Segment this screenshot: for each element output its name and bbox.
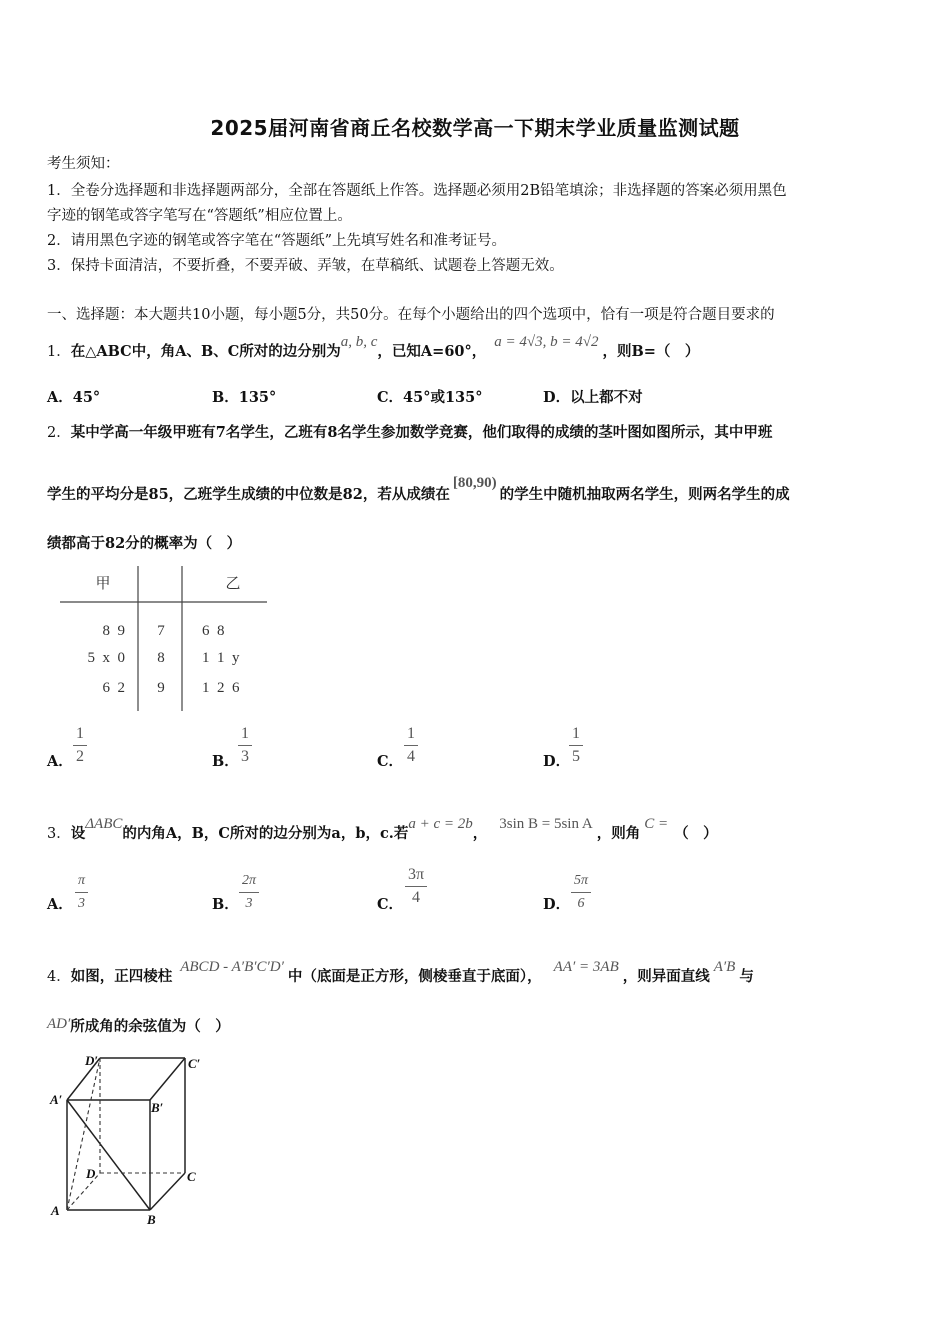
question-text: ，已知A=60°， (377, 343, 487, 360)
question-2-line-1 (47, 421, 772, 442)
math-expression: C = (644, 816, 669, 832)
math-expression: a, b, c (340, 334, 378, 350)
math-expression: a + c = 2b (408, 816, 473, 832)
question-text: 如图，正四棱柱 (70, 968, 173, 985)
math-expression: [80,90) (452, 475, 497, 491)
question-text: （ ） (674, 825, 718, 842)
left-leaves: 8 9 (102, 623, 125, 639)
question-text: 的内角A，B，C所对的边分别为a，b，c.若 (122, 825, 409, 842)
question-number: 3． (47, 826, 71, 842)
vertex-label: B (147, 1212, 156, 1227)
right-leaves: 6 8 (202, 623, 225, 639)
left-header: 甲 (95, 576, 111, 592)
question-number: 4． (47, 969, 71, 985)
q1-option-b[interactable]: B．135° (212, 389, 277, 406)
question-text: 所成角的余弦值为（ ） (70, 1018, 230, 1035)
question-2-line-2 (47, 475, 790, 504)
math-expression: AA′ = 3AB (553, 959, 619, 975)
q1-option-c[interactable]: C．45°或135° (377, 389, 483, 406)
question-text: ，则B=（ ） (602, 343, 700, 360)
notice-item-1: 1．全卷分选择题和非选择题两部分，全部在答题纸上作答。选择题必须用2B铅笔填涂；非选择题的答案必须用黑色 (47, 183, 787, 199)
vertex-label: A (51, 1203, 60, 1218)
q3-option-c-label[interactable]: C． (377, 896, 404, 913)
page-title: 2025届河南省商丘名校数学高一下期末学业质量监测试题 (210, 116, 740, 140)
question-text: ，则异面直线 (622, 968, 710, 985)
q3-option-b-fraction[interactable]: 2π 3 (239, 872, 259, 913)
q3-option-a-label[interactable]: A． (47, 896, 73, 913)
vertex-label: D (86, 1166, 96, 1181)
q2-option-d-fraction[interactable]: 1 5 (569, 725, 583, 766)
vertex-label: C′ (188, 1056, 201, 1071)
q2-option-b-fraction[interactable]: 1 3 (238, 725, 252, 766)
right-leaves: 1 2 6 (202, 680, 240, 696)
q2-option-a-fraction[interactable]: 1 2 (73, 725, 87, 766)
question-3 (47, 816, 718, 843)
notice-item-2: 2．请用黑色字迹的钢笔或答字笔在“答题纸”上先填写姓名和准考证号。 (47, 233, 507, 249)
math-expression: A′B (713, 959, 736, 975)
notice-item-1-cont: 字迹的钢笔或答字笔写在“答题纸”相应位置上。 (47, 208, 352, 224)
question-text: ， (472, 825, 488, 842)
q2-option-c-fraction[interactable]: 1 4 (404, 725, 418, 766)
stem: 8 (157, 650, 165, 666)
q3-option-c-fraction[interactable]: 3π 4 (405, 866, 427, 907)
question-text: 的学生中随机抽取两名学生，则两名学生的成 (499, 486, 790, 503)
question-2-line-3: 绩都高于82分的概率为（ ） (47, 535, 242, 552)
math-expression: AD′ (47, 1016, 71, 1032)
left-leaves: 5 x 0 (87, 650, 125, 666)
stem: 7 (157, 623, 165, 639)
q2-option-c-label[interactable]: C． (377, 753, 404, 770)
question-4-line-1 (47, 959, 754, 986)
segment-a-d1 (67, 1058, 100, 1210)
q1-option-d[interactable]: D．以上都不对 (543, 389, 643, 406)
right-header: 乙 (225, 576, 241, 592)
math-expression: ABCD - A′B′C′D′ (180, 959, 284, 975)
question-4-line-2 (47, 1015, 230, 1036)
q3-option-d-label[interactable]: D． (543, 896, 571, 913)
question-number: 2． (47, 425, 71, 441)
q2-option-a-label[interactable]: A． (47, 753, 73, 770)
section-heading: 一、选择题：本大题共10小题，每小题5分，共50分。在每个小题给出的四个选项中，恰有一项是符合题目要求的 (47, 307, 775, 323)
vertex-label: D′ (85, 1053, 99, 1068)
math-expression: a = 4√3, b = 4√2 (494, 334, 599, 350)
question-text: 设 (70, 825, 86, 842)
q3-option-d-fraction[interactable]: 5π 6 (571, 872, 591, 913)
question-text: 某中学高一年级甲班有7名学生，乙班有8名学生参加数学竞赛，他们取得的成绩的茎叶图如图所示，其中甲班 (70, 424, 773, 441)
q3-option-a-fraction[interactable]: π 3 (75, 872, 88, 913)
q2-option-d-label[interactable]: D． (543, 753, 571, 770)
q1-option-a[interactable]: A．45° (47, 389, 101, 406)
left-leaves: 6 2 (102, 680, 125, 696)
math-expression: 3sin B = 5sin A (499, 816, 593, 832)
vertex-label: C (187, 1169, 196, 1184)
notice-item-3: 3．保持卡面清洁，不要折叠，不要弄破、弄皱，在草稿纸、试题卷上答题无效。 (47, 258, 564, 274)
question-number: 1． (47, 344, 71, 360)
right-leaves: 1 1 y (202, 650, 240, 666)
q3-option-b-label[interactable]: B． (212, 896, 239, 913)
question-text: 与 (739, 968, 754, 985)
question-text: 学生的平均分是85，乙班学生成绩的中位数是82，若从成绩在 (47, 486, 450, 503)
q2-option-b-label[interactable]: B． (212, 753, 239, 770)
vertex-label: B′ (151, 1100, 164, 1115)
question-text: 在△ABC中，角A、B、C所对的边分别为 (70, 343, 341, 360)
question-text: ，则角 (596, 825, 641, 842)
question-text: 中（底面是正方形，侧棱垂直于底面）， (287, 968, 542, 985)
notice-heading: 考生须知： (47, 156, 120, 172)
question-1 (47, 334, 700, 361)
prism-figure (45, 1048, 220, 1230)
math-expression: ΔABC (85, 816, 123, 832)
stem: 9 (157, 680, 165, 696)
vertex-label: A′ (50, 1092, 63, 1107)
stem-leaf-plot (55, 563, 275, 715)
